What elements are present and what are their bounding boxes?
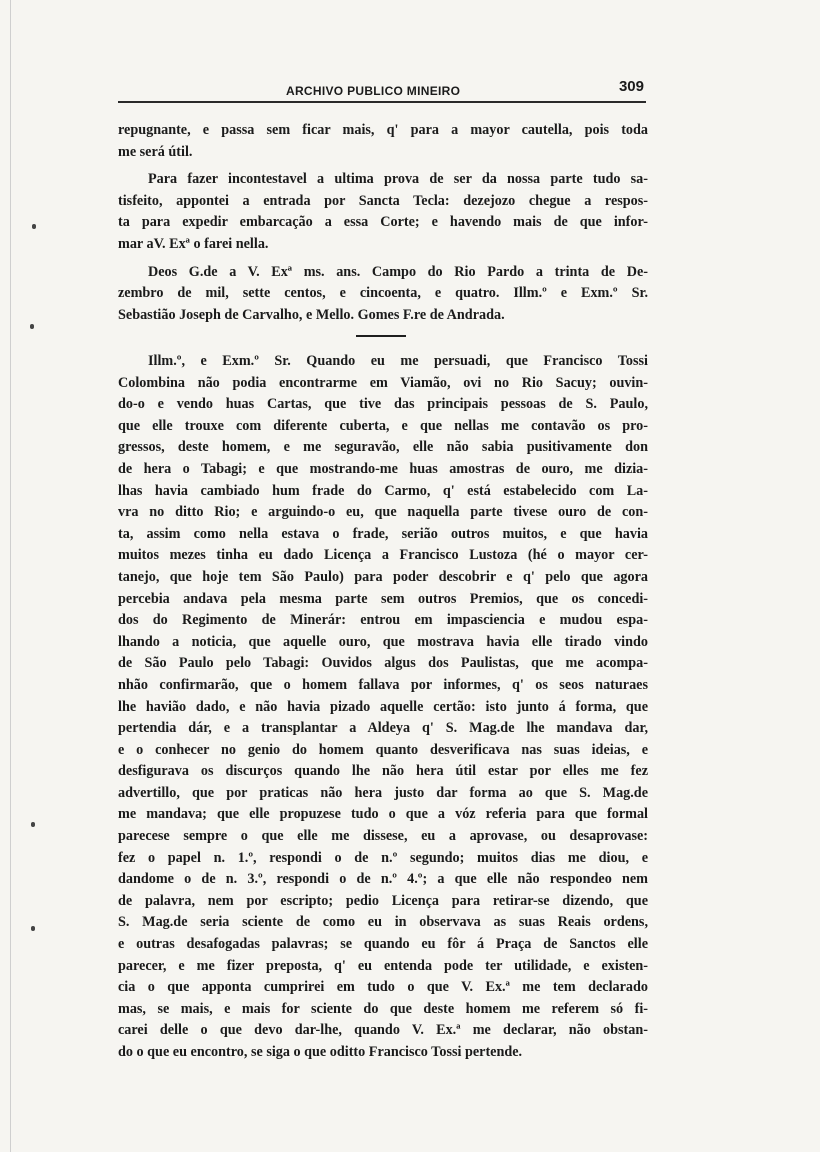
text-line: vra no ditto Rio; e arguindo-o eu, que naquella parte tivese ouro de con-	[118, 504, 648, 521]
text-line: lhando a noticia, que aquelle ouro, que mostrava havia elle tirado vindo	[118, 633, 648, 650]
text-line: S. Mag.de seria sciente de como eu in observava as suas Reais ordens,	[118, 914, 648, 931]
header-rule	[118, 101, 646, 103]
text-line: e o conhecer no genio do homem quanto desverificava nas suas ideias, e	[118, 741, 648, 758]
text-line: Colombina não podia encontrarme em Viamão, ovi no Rio Sacuy; ouvin-	[118, 374, 648, 391]
text-line: cia o que apponta cumprirei em tudo o que V. Ex.ª me tem declarado	[118, 979, 648, 996]
page-edge-line	[10, 0, 11, 1152]
text-line: ta, assim como nella estava o frade, serião outros muitos, e que havia	[118, 525, 648, 542]
text-line: e outras desafogadas palavras; se quando eu fôr á Praça de Sanctos elle	[118, 936, 648, 953]
text-line: Para fazer incontestavel a ultima prova de ser da nossa parte tudo sa-	[148, 171, 648, 188]
text-line: do o que eu encontro, se siga o que oditto Francisco Tossi pertende.	[118, 1044, 523, 1060]
running-head: ARCHIVO PUBLICO MINEIRO	[286, 84, 461, 98]
text-line: desfigurava os discurços quando lhe não hera útil estar por elles me fez	[118, 763, 648, 780]
paragraph	[118, 120, 648, 163]
text-line: pertendia dár, e a transplantar a Aldeya q' S. Mag.de lhe mandava dar,	[118, 720, 648, 737]
paragraph	[118, 262, 648, 327]
text-line: muitos mezes tinha eu dado Licença a Francisco Lustoza (hé o mayor cer-	[118, 547, 648, 564]
section-divider	[356, 335, 406, 337]
text-line: de hera o Tabagi; e que mostrando-me huas amostras de ouro, me dizia-	[118, 460, 648, 477]
text-line: percebia andava pela mesma parte sem outros Premios, que os concedi-	[118, 590, 648, 607]
text-line: Sebastião Joseph de Carvalho, e Mello. Gomes F.re de Andrada.	[118, 306, 505, 323]
text-line: de palavra, nem por escripto; pedio Licença para retirar-se dizendo, que	[118, 892, 648, 909]
page-header	[118, 78, 646, 104]
text-line: carei delle o que devo dar-lhe, quando V. Ex.ª me declarar, não obstan-	[118, 1022, 648, 1039]
text-line: de São Paulo pelo Tabagi: Ouvidos algus dos Paulistas, que me acompa-	[118, 655, 648, 672]
text-line: Illm.º, e Exm.º Sr. Quando eu me persuadi, que Francisco Tossi	[148, 353, 648, 369]
text-line: tisfeito, appontei a entrada por Sancta Tecla: dezejozo chegue a respos-	[118, 192, 648, 209]
text-line: nhão confirmarão, que o homem fallava por informes, q' os seos naturaes	[118, 676, 648, 693]
letter-one	[118, 120, 648, 326]
text-line: mar aV. Exª o farei nella.	[118, 235, 269, 252]
text-line: me será útil.	[118, 143, 193, 160]
text-line: gressos, deste homem, e me seguravão, elle não sabia pusitivamente don	[118, 439, 648, 456]
paragraph	[118, 351, 648, 1064]
margin-speck	[30, 324, 34, 329]
margin-speck	[31, 822, 35, 827]
text-line: ta para expedir embarcação a essa Corte; e havendo mais de que infor-	[118, 214, 648, 231]
page-number: 309	[618, 78, 644, 95]
text-line: zembro de mil, sette centos, e cincoenta, e quatro. Illm.º e Exm.º Sr.	[118, 285, 648, 302]
text-line: dandome o de n. 3.º, respondi o de n.º 4.º; a que elle não respondeo nem	[118, 871, 648, 888]
margin-speck	[31, 926, 35, 931]
text-line: lhe havião dado, e não havia pizado aquelle certão: isto junto á forma, que	[118, 698, 648, 715]
paragraph	[118, 169, 648, 255]
text-line: Deos G.de a V. Exª ms. ans. Campo do Rio Pardo a trinta de De-	[148, 263, 648, 280]
text-line: parecer, e me fizer preposta, q' eu entenda pode ter utilidade, e existen-	[118, 957, 648, 974]
text-line: advertillo, que por praticas não hera justo dar forma ao que S. Mag.de	[118, 784, 648, 801]
text-line: repugnante, e passa sem ficar mais, q' para a mayor cautella, pois toda	[118, 122, 648, 138]
text-line: que elle trouxe com diferente cuberta, e que nellas me contavão os pro-	[118, 417, 648, 434]
text-line: mas, se mais, e mais for sciente do que deste homem me referem só fi-	[118, 1000, 648, 1017]
text-line: do-o e vendo huas Cartas, que tive das principais pessoas de S. Paulo,	[118, 396, 648, 413]
letter-two	[118, 351, 648, 1064]
text-line: tanejo, que hoje tem São Paulo) para poder descobrir e q' pelo que agora	[118, 568, 648, 585]
text-line: parecese sempre o que elle me dissese, eu a aprovase, ou desaprovase:	[118, 828, 648, 845]
text-line: lhas havia cambiado hum frade do Carmo, q' está estabelecido com La-	[118, 482, 648, 499]
text-line: me mandava; que elle propuzese tudo o que a vóz referia para que formal	[118, 806, 648, 823]
text-line: dos do Regimento de Minerár: entrou em impasciencia e mudou espa-	[118, 612, 648, 629]
text-line: fez o papel n. 1.º, respondi o de n.º segundo; muitos dias me diou, e	[118, 849, 648, 866]
margin-speck	[32, 224, 36, 229]
